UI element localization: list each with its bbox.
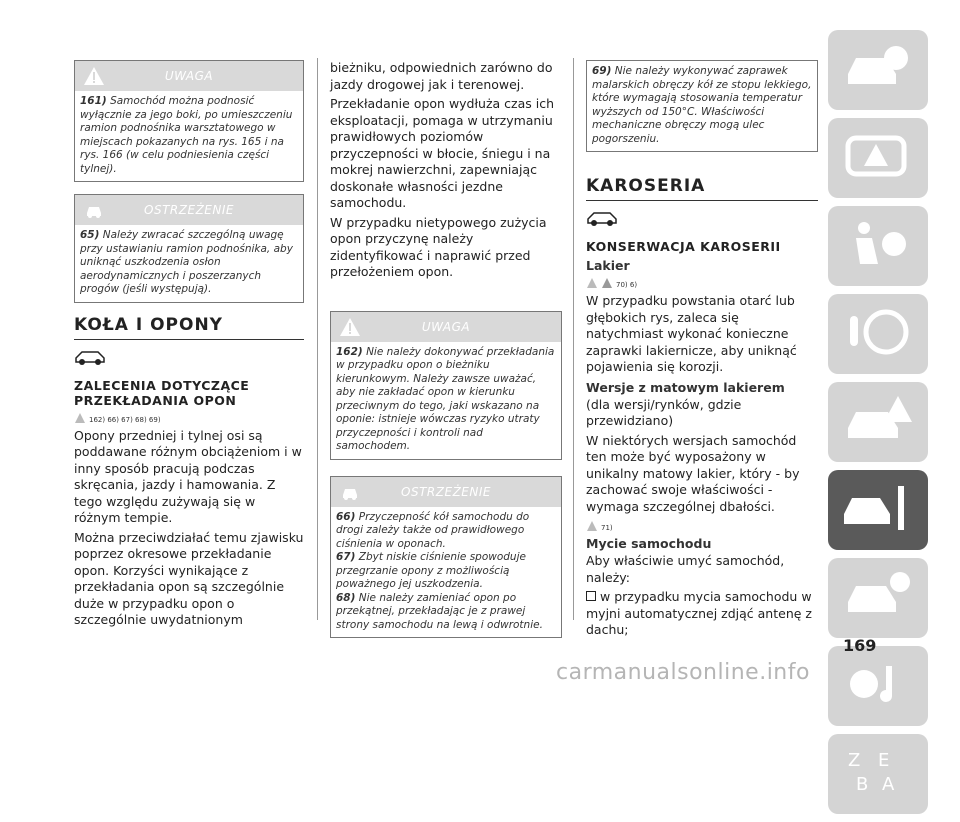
- tab-driving[interactable]: [828, 294, 928, 374]
- tab-maintenance[interactable]: [828, 470, 928, 550]
- section-heading: KAROSERIA: [586, 176, 818, 201]
- chapter-tabs: [828, 30, 928, 822]
- lakier-heading: Lakier: [586, 258, 630, 273]
- paragraph: W przypadku nietypowego zużycia opon przyczynę należy zidentyfikować i naprawić przed przełożeniem opon.: [330, 214, 547, 279]
- car-info-icon: [842, 40, 914, 96]
- note-number: 161): [80, 95, 107, 107]
- note-text: Należy zwracać szczególną uwagę przy ustawianiu ramion podnośnika, aby uniknąć uszkodzenia osłon aerodynamicznych i poszerzanych progów (jeśli występują).: [80, 229, 293, 295]
- matte-paint-heading: Wersje z matowym lakierem: [586, 379, 785, 395]
- caution-box-1: [74, 194, 304, 303]
- section-heading: KOŁA I OPONY: [74, 315, 304, 340]
- note-number: 66): [336, 510, 356, 523]
- caution-text: [331, 507, 561, 638]
- warning-triangle-icon: [74, 412, 86, 424]
- column-1: [74, 60, 304, 632]
- tab-index[interactable]: [828, 734, 928, 814]
- caution-item: [336, 551, 556, 592]
- warning-text: [331, 342, 561, 459]
- paragraph: Można przeciwdziałać temu zjawisku poprzez okresowe przekładanie opon. Korzyści wynikające z przekładania opon są szczególnie duże w przypadku opon o szczególnie uwydatnionym: [74, 529, 304, 627]
- paragraph: W niektórych wersjach samochód ten może być wyposażony w unikalny matowy lakier, który - by zachować swoje właściwości - wymaga szczególnej dbałości.: [586, 432, 800, 514]
- column-2: [330, 60, 562, 650]
- warning-title: UWAGA: [421, 319, 471, 334]
- car-spec-icon: [842, 568, 914, 624]
- column-3: [586, 60, 818, 642]
- tire-section-icon: [74, 348, 106, 366]
- tab-emergency[interactable]: [828, 382, 928, 462]
- note-text: Nie należy dokonywać przekładania w przypadku opon o bieżniku kierunkowym. Należy zawsze uważać, aby nie zakładać opon w kierunku przeciwnym do tego, jaki wskazano na oponie: istnieje wówczas ryzyko utraty przyczepności i kontroli nad samochodem.: [336, 345, 555, 452]
- reference-list: [586, 518, 818, 532]
- steering-wheel-icon: [842, 304, 914, 360]
- tab-safety[interactable]: [828, 206, 928, 286]
- warning-box-header: [75, 61, 303, 91]
- warning-box-1: [74, 60, 304, 182]
- tab-dashboard[interactable]: [828, 118, 928, 198]
- paragraph: Przekładanie opon wydłuża czas ich eksploatacji, pomaga w utrzymaniu prawidłowych poziomów przyczepności w błocie, śniegu i na mokrej nawierzchni, zapewniając doskonałe własności jezdne samochodu.: [330, 96, 555, 210]
- caution-text: [75, 225, 303, 302]
- bullet-text: w przypadku mycia samochodu w myjni automatycznej zdjąć antenę z dachu;: [586, 589, 812, 637]
- svg-text:A: A: [882, 774, 895, 795]
- note-number: 69): [592, 65, 612, 77]
- caution-title: OSTRZEŻENIE: [144, 203, 234, 217]
- note-box-69: [586, 60, 818, 152]
- svg-text:B: B: [856, 774, 869, 795]
- car-wrench-icon: [842, 480, 914, 536]
- svg-text:Z: Z: [848, 750, 861, 771]
- car-body-section-icon: [586, 209, 618, 227]
- warning-box-header: [331, 312, 561, 342]
- note-text: Nie należy zamieniać opon po przekątnej, przekładając je z prawej strony samochodu na lewą i odwrotnie.: [336, 591, 543, 631]
- reference-list: [74, 410, 304, 424]
- washing-heading: Mycie samochodu: [586, 536, 712, 551]
- note-text: Zbyt niskie ciśnienie spowoduje przegrzanie opony z możliwością poważnego jej uszkodzenia.: [336, 551, 526, 590]
- paragraph: (dla wersji/rynków, gdzie przewidziano): [586, 396, 742, 428]
- column-divider-2: [573, 58, 574, 620]
- reference-numbers: 71): [601, 524, 613, 532]
- tab-car-info[interactable]: [828, 30, 928, 110]
- note-text: Samochód można podnosić wyłącznie za jego boki, po umieszczeniu ramion podnośnika warsztatowego w miejscach pokazanych na rys. 165 i na rys. 166 (w celu podniesienia części tylnej).: [80, 95, 293, 175]
- svg-text:E: E: [878, 750, 890, 771]
- airbag-safety-icon: [842, 216, 914, 272]
- warning-title: UWAGA: [164, 69, 214, 83]
- note-number: 68): [336, 591, 356, 604]
- paragraph: Aby właściwie umyć samochód, należy:: [586, 553, 785, 585]
- caution-title: OSTRZEŻENIE: [401, 484, 491, 499]
- dashboard-warning-icon: [842, 128, 914, 184]
- car-warning-icon: [842, 392, 914, 448]
- warning-text: [75, 91, 303, 181]
- column-divider-1: [317, 58, 318, 620]
- note-text: Nie należy wykonywać zaprawek malarskich obręczy kół ze stopu lekkiego, które wymagają stosowania temperatur wyższych od 150°C. Właściwości mechaniczne obręczy mogą ulec pogorszeniu.: [592, 65, 812, 145]
- warning-triangle-icon: [586, 520, 598, 532]
- tab-specs[interactable]: [828, 558, 928, 638]
- caution-item: [336, 511, 556, 552]
- caution-item: [336, 592, 556, 633]
- paragraph: bieżniku, odpowiednich zarówno do jazdy drogowej jak i terenowej.: [330, 60, 553, 92]
- caution-box-header: [331, 477, 561, 507]
- note-text-box: [587, 61, 817, 151]
- page-number: 169: [843, 636, 877, 655]
- bullet-item: [586, 589, 818, 639]
- checkbox-bullet-icon: [586, 591, 596, 601]
- caution-box-2: [330, 476, 562, 639]
- warning-box-2: [330, 311, 562, 460]
- multimedia-icon: [842, 656, 914, 712]
- note-number: 162): [336, 345, 363, 358]
- note-text: Przyczepność kół samochodu do drogi zależy także od prawidłowego ciśnienia w oponach.: [336, 510, 530, 550]
- index-letters-icon: [842, 744, 914, 800]
- caution-box-header: [75, 195, 303, 225]
- paragraph: Opony przedniej i tylnej osi są poddawane różnym obciążeniom i w inny sposób pracują podczas skręcania, jazdy i hamowania. Z tego względu zużywają się w różnym tempie.: [74, 427, 302, 525]
- subsection-heading: KONSERWACJA KAROSERII: [586, 239, 781, 254]
- car-caution-icon: [601, 277, 613, 289]
- subsection-heading: ZALECENIA DOTYCZĄCE PRZEKŁADANIA OPON: [74, 377, 250, 408]
- paragraph: W przypadku powstania otarć lub głębokich rys, zaleca się natychmiast wykonać konieczne zaprawki lakiernicze, aby uniknąć pojawienia się korozji.: [586, 293, 797, 374]
- warning-triangle-icon: [586, 277, 598, 289]
- reference-numbers: 162) 66) 67) 68) 69): [89, 415, 161, 424]
- reference-numbers: 70) 6): [616, 281, 638, 289]
- note-number: 67): [336, 551, 356, 563]
- reference-list: [586, 275, 818, 289]
- note-number: 65): [80, 229, 100, 241]
- watermark: carmanualsonline.info: [556, 660, 810, 685]
- tab-multimedia[interactable]: [828, 646, 928, 726]
